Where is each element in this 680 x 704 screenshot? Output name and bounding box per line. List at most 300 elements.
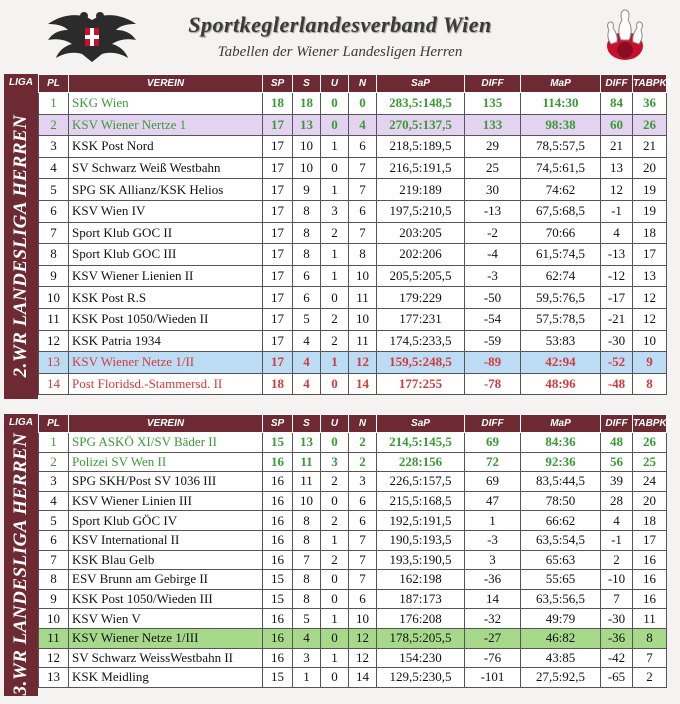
cell-tabpkt: 20 bbox=[633, 491, 667, 511]
cell-sp: 15 bbox=[263, 570, 293, 590]
col-tabpkt: TABPKT bbox=[633, 75, 667, 93]
cell-u: 2 bbox=[321, 330, 349, 352]
cell-tabpkt: 12 bbox=[633, 287, 667, 309]
cell-u: 0 bbox=[321, 433, 349, 453]
cell-diff: 69 bbox=[465, 433, 521, 453]
cell-u: 0 bbox=[321, 668, 349, 688]
cell-diff: 72 bbox=[465, 452, 521, 472]
cell-pl: 5 bbox=[39, 511, 69, 531]
cell-n: 4 bbox=[349, 114, 377, 136]
cell-club: KSV Wiener Netze 1/II bbox=[69, 352, 263, 374]
cell-tabpkt: 11 bbox=[633, 609, 667, 629]
cell-s: 4 bbox=[293, 373, 321, 395]
cell-diff: -36 bbox=[465, 570, 521, 590]
cell-sap: 214,5:145,5 bbox=[377, 433, 465, 453]
cell-sap: 218,5:189,5 bbox=[377, 136, 465, 158]
cell-u: 1 bbox=[321, 530, 349, 550]
col-sap: SaP bbox=[377, 75, 465, 93]
cell-n: 6 bbox=[349, 200, 377, 222]
cell-sap: 179:229 bbox=[377, 287, 465, 309]
table-row bbox=[39, 628, 667, 648]
cell-tabpkt: 13 bbox=[633, 265, 667, 287]
cell-u: 3 bbox=[321, 200, 349, 222]
cell-s: 7 bbox=[293, 550, 321, 570]
cell-sap: 178,5:205,5 bbox=[377, 628, 465, 648]
cell-n: 6 bbox=[349, 491, 377, 511]
table-row bbox=[39, 93, 667, 115]
cell-sp: 18 bbox=[263, 373, 293, 395]
cell-n: 6 bbox=[349, 589, 377, 609]
cell-s: 11 bbox=[293, 452, 321, 472]
cell-pl: 12 bbox=[39, 330, 69, 352]
col-n: N bbox=[349, 415, 377, 433]
table-row bbox=[39, 308, 667, 330]
cell-sap: 228:156 bbox=[377, 452, 465, 472]
cell-sp: 17 bbox=[263, 136, 293, 158]
col-diff: DIFF bbox=[465, 415, 521, 433]
cell-pl: 2 bbox=[39, 452, 69, 472]
cell-pl: 11 bbox=[39, 308, 69, 330]
table-row bbox=[39, 373, 667, 395]
cell-s: 5 bbox=[293, 308, 321, 330]
cell-pl: 5 bbox=[39, 179, 69, 201]
cell-pl: 2 bbox=[39, 114, 69, 136]
cell-diff-map: 13 bbox=[601, 157, 633, 179]
cell-u: 1 bbox=[321, 136, 349, 158]
cell-s: 4 bbox=[293, 330, 321, 352]
cell-n: 14 bbox=[349, 668, 377, 688]
cell-diff-map: -1 bbox=[601, 530, 633, 550]
cell-pl: 10 bbox=[39, 287, 69, 309]
cell-club: SPG SK Allianz/KSK Helios bbox=[69, 179, 263, 201]
cell-club: KSK Meidling bbox=[69, 668, 263, 688]
cell-sp: 16 bbox=[263, 491, 293, 511]
cell-diff: 69 bbox=[465, 472, 521, 492]
col-diff-map: DIFF bbox=[601, 415, 633, 433]
cell-pl: 1 bbox=[39, 93, 69, 115]
cell-club: KSV Wien V bbox=[69, 609, 263, 629]
table-row bbox=[39, 352, 667, 374]
table-row bbox=[39, 648, 667, 668]
col-map: MaP bbox=[521, 75, 601, 93]
cell-pl: 6 bbox=[39, 200, 69, 222]
cell-club: KSK Patria 1934 bbox=[69, 330, 263, 352]
cell-club: KSV Wiener Linien III bbox=[69, 491, 263, 511]
cell-map: 65:63 bbox=[521, 550, 601, 570]
cell-pl: 4 bbox=[39, 157, 69, 179]
bowling-pins-logo-icon bbox=[598, 6, 652, 66]
cell-u: 0 bbox=[321, 628, 349, 648]
cell-diff-map: -42 bbox=[601, 648, 633, 668]
cell-diff: -89 bbox=[465, 352, 521, 374]
cell-s: 8 bbox=[293, 244, 321, 266]
table-row bbox=[39, 157, 667, 179]
cell-s: 11 bbox=[293, 472, 321, 492]
cell-diff: 47 bbox=[465, 491, 521, 511]
cell-u: 1 bbox=[321, 609, 349, 629]
cell-sp: 17 bbox=[263, 114, 293, 136]
cell-map: 46:82 bbox=[521, 628, 601, 648]
col-sp: SP bbox=[263, 75, 293, 93]
cell-sp: 16 bbox=[263, 472, 293, 492]
cell-u: 0 bbox=[321, 287, 349, 309]
cell-diff: -13 bbox=[465, 200, 521, 222]
cell-map: 70:66 bbox=[521, 222, 601, 244]
cell-diff-map: 39 bbox=[601, 472, 633, 492]
cell-map: 67,5:68,5 bbox=[521, 200, 601, 222]
cell-sap: 205,5:205,5 bbox=[377, 265, 465, 287]
cell-club: KSV Wiener Nertze 1 bbox=[69, 114, 263, 136]
cell-map: 74,5:61,5 bbox=[521, 157, 601, 179]
cell-tabpkt: 10 bbox=[633, 330, 667, 352]
cell-n: 7 bbox=[349, 157, 377, 179]
cell-map: 48:96 bbox=[521, 373, 601, 395]
cell-s: 4 bbox=[293, 628, 321, 648]
cell-sap: 270,5:137,5 bbox=[377, 114, 465, 136]
page-title: Sportkeglerlandesverband Wien bbox=[188, 12, 492, 37]
cell-sp: 16 bbox=[263, 648, 293, 668]
cell-s: 8 bbox=[293, 570, 321, 590]
cell-u: 1 bbox=[321, 352, 349, 374]
cell-sp: 17 bbox=[263, 308, 293, 330]
cell-sp: 16 bbox=[263, 511, 293, 531]
col-diff: DIFF bbox=[465, 75, 521, 93]
cell-club: SV Schwarz Weiß Westbahn bbox=[69, 157, 263, 179]
cell-sap: 202:206 bbox=[377, 244, 465, 266]
cell-sp: 15 bbox=[263, 589, 293, 609]
cell-sap: 187:173 bbox=[377, 589, 465, 609]
cell-n: 10 bbox=[349, 265, 377, 287]
cell-pl: 13 bbox=[39, 668, 69, 688]
cell-sap: 159,5:248,5 bbox=[377, 352, 465, 374]
cell-tabpkt: 17 bbox=[633, 530, 667, 550]
table-header-row bbox=[39, 75, 667, 93]
col-map: MaP bbox=[521, 415, 601, 433]
cell-club: KSK Blau Gelb bbox=[69, 550, 263, 570]
league-2-table bbox=[38, 74, 673, 395]
cell-n: 10 bbox=[349, 609, 377, 629]
cell-tabpkt: 26 bbox=[633, 433, 667, 453]
cell-sap: 219:189 bbox=[377, 179, 465, 201]
table-row bbox=[39, 530, 667, 550]
table-row bbox=[39, 472, 667, 492]
cell-u: 2 bbox=[321, 472, 349, 492]
cell-tabpkt: 25 bbox=[633, 452, 667, 472]
league-2-name: 2.WR LANDESLIGA HERREN bbox=[10, 114, 31, 377]
cell-diff: 30 bbox=[465, 179, 521, 201]
cell-n: 2 bbox=[349, 433, 377, 453]
cell-map: 57,5:78,5 bbox=[521, 308, 601, 330]
cell-s: 3 bbox=[293, 648, 321, 668]
table-row bbox=[39, 200, 667, 222]
cell-pl: 12 bbox=[39, 648, 69, 668]
col-n: N bbox=[349, 75, 377, 93]
table-row bbox=[39, 668, 667, 688]
col-sap: SaP bbox=[377, 415, 465, 433]
cell-map: 43:85 bbox=[521, 648, 601, 668]
cell-sp: 15 bbox=[263, 668, 293, 688]
cell-s: 9 bbox=[293, 179, 321, 201]
cell-n: 12 bbox=[349, 352, 377, 374]
col-tabpkt: TABPKT bbox=[633, 415, 667, 433]
cell-s: 10 bbox=[293, 136, 321, 158]
cell-s: 8 bbox=[293, 200, 321, 222]
liga-header: LIGA bbox=[9, 77, 33, 88]
cell-club: SKG Wien bbox=[69, 93, 263, 115]
cell-tabpkt: 20 bbox=[633, 157, 667, 179]
table-row bbox=[39, 550, 667, 570]
cell-club: Sport Klub GÖC IV bbox=[69, 511, 263, 531]
cell-diff-map: 48 bbox=[601, 433, 633, 453]
cell-map: 63,5:56,5 bbox=[521, 589, 601, 609]
cell-diff: -50 bbox=[465, 287, 521, 309]
cell-n: 12 bbox=[349, 648, 377, 668]
cell-club: KSK Post 1050/Wieden II bbox=[69, 308, 263, 330]
cell-diff: -32 bbox=[465, 609, 521, 629]
cell-diff: -78 bbox=[465, 373, 521, 395]
cell-tabpkt: 19 bbox=[633, 200, 667, 222]
cell-pl: 14 bbox=[39, 373, 69, 395]
cell-n: 8 bbox=[349, 244, 377, 266]
cell-u: 2 bbox=[321, 222, 349, 244]
cell-diff-map: -65 bbox=[601, 668, 633, 688]
cell-diff-map: 21 bbox=[601, 136, 633, 158]
cell-sap: 283,5:148,5 bbox=[377, 93, 465, 115]
table-row bbox=[39, 136, 667, 158]
cell-diff: -76 bbox=[465, 648, 521, 668]
cell-map: 98:38 bbox=[521, 114, 601, 136]
cell-tabpkt: 16 bbox=[633, 550, 667, 570]
cell-pl: 3 bbox=[39, 136, 69, 158]
table-row bbox=[39, 330, 667, 352]
table-row bbox=[39, 222, 667, 244]
cell-n: 6 bbox=[349, 136, 377, 158]
cell-map: 66:62 bbox=[521, 511, 601, 531]
cell-diff: -54 bbox=[465, 308, 521, 330]
cell-club: KSV International II bbox=[69, 530, 263, 550]
cell-s: 10 bbox=[293, 491, 321, 511]
cell-tabpkt: 21 bbox=[633, 136, 667, 158]
cell-diff-map: 28 bbox=[601, 491, 633, 511]
cell-u: 1 bbox=[321, 648, 349, 668]
cell-s: 4 bbox=[293, 352, 321, 374]
table-row bbox=[39, 570, 667, 590]
cell-tabpkt: 24 bbox=[633, 472, 667, 492]
table-row bbox=[39, 179, 667, 201]
table-row bbox=[39, 287, 667, 309]
cell-diff: 14 bbox=[465, 589, 521, 609]
league-3-side-band bbox=[4, 414, 38, 696]
liga-header: LIGA bbox=[9, 417, 33, 428]
col-verein: VEREIN bbox=[69, 75, 263, 93]
cell-sp: 16 bbox=[263, 452, 293, 472]
cell-map: 74:62 bbox=[521, 179, 601, 201]
cell-diff-map: -48 bbox=[601, 373, 633, 395]
cell-u: 2 bbox=[321, 511, 349, 531]
cell-diff: -59 bbox=[465, 330, 521, 352]
cell-n: 7 bbox=[349, 570, 377, 590]
cell-sap: 154:230 bbox=[377, 648, 465, 668]
cell-u: 3 bbox=[321, 452, 349, 472]
cell-tabpkt: 36 bbox=[633, 93, 667, 115]
cell-s: 8 bbox=[293, 530, 321, 550]
page-subtitle: Tabellen der Wiener Landesligen Herren bbox=[217, 44, 463, 60]
cell-u: 1 bbox=[321, 244, 349, 266]
cell-sap: 226,5:157,5 bbox=[377, 472, 465, 492]
cell-s: 8 bbox=[293, 222, 321, 244]
cell-sp: 16 bbox=[263, 609, 293, 629]
cell-diff-map: -30 bbox=[601, 609, 633, 629]
cell-tabpkt: 17 bbox=[633, 244, 667, 266]
table-row bbox=[39, 511, 667, 531]
cell-sap: 162:198 bbox=[377, 570, 465, 590]
table-header-row bbox=[39, 415, 667, 433]
cell-club: ESV Brunn am Gebirge II bbox=[69, 570, 263, 590]
cell-pl: 8 bbox=[39, 244, 69, 266]
cell-club: Polizei SV Wen II bbox=[69, 452, 263, 472]
cell-sp: 17 bbox=[263, 244, 293, 266]
cell-s: 6 bbox=[293, 265, 321, 287]
col-s: S bbox=[293, 415, 321, 433]
cell-sp: 17 bbox=[263, 222, 293, 244]
cell-sp: 17 bbox=[263, 265, 293, 287]
cell-s: 6 bbox=[293, 287, 321, 309]
cell-n: 11 bbox=[349, 287, 377, 309]
cell-s: 5 bbox=[293, 609, 321, 629]
cell-map: 84:36 bbox=[521, 433, 601, 453]
cell-club: Post Floridsd.-Stammersd. II bbox=[69, 373, 263, 395]
cell-map: 61,5:74,5 bbox=[521, 244, 601, 266]
cell-diff: 3 bbox=[465, 550, 521, 570]
cell-sp: 17 bbox=[263, 287, 293, 309]
table-row bbox=[39, 609, 667, 629]
cell-diff: 25 bbox=[465, 157, 521, 179]
cell-sp: 16 bbox=[263, 550, 293, 570]
cell-club: SV Schwarz WeissWestbahn II bbox=[69, 648, 263, 668]
cell-tabpkt: 19 bbox=[633, 179, 667, 201]
cell-pl: 8 bbox=[39, 570, 69, 590]
cell-s: 8 bbox=[293, 589, 321, 609]
cell-club: KSV Wiener Netze 1/III bbox=[69, 628, 263, 648]
cell-sp: 16 bbox=[263, 530, 293, 550]
cell-sp: 18 bbox=[263, 93, 293, 115]
cell-pl: 11 bbox=[39, 628, 69, 648]
cell-tabpkt: 16 bbox=[633, 570, 667, 590]
col-s: S bbox=[293, 75, 321, 93]
cell-diff-map: 7 bbox=[601, 589, 633, 609]
cell-n: 10 bbox=[349, 308, 377, 330]
cell-u: 1 bbox=[321, 265, 349, 287]
cell-diff: 133 bbox=[465, 114, 521, 136]
cell-map: 78:50 bbox=[521, 491, 601, 511]
table-row bbox=[39, 244, 667, 266]
col-sp: SP bbox=[263, 415, 293, 433]
cell-diff-map: 56 bbox=[601, 452, 633, 472]
cell-s: 18 bbox=[293, 93, 321, 115]
cell-tabpkt: 8 bbox=[633, 628, 667, 648]
cell-diff-map: -12 bbox=[601, 265, 633, 287]
cell-s: 8 bbox=[293, 511, 321, 531]
league-2-side-band bbox=[4, 74, 38, 399]
cell-map: 62:74 bbox=[521, 265, 601, 287]
col-verein: VEREIN bbox=[69, 415, 263, 433]
cell-diff: -3 bbox=[465, 265, 521, 287]
cell-map: 114:30 bbox=[521, 93, 601, 115]
cell-sap: 177:231 bbox=[377, 308, 465, 330]
cell-sp: 17 bbox=[263, 352, 293, 374]
cell-u: 0 bbox=[321, 491, 349, 511]
cell-n: 7 bbox=[349, 530, 377, 550]
cell-map: 49:79 bbox=[521, 609, 601, 629]
cell-sap: 176:208 bbox=[377, 609, 465, 629]
cell-tabpkt: 8 bbox=[633, 373, 667, 395]
cell-sap: 190,5:193,5 bbox=[377, 530, 465, 550]
cell-diff-map: -13 bbox=[601, 244, 633, 266]
cell-sap: 129,5:230,5 bbox=[377, 668, 465, 688]
cell-sp: 16 bbox=[263, 628, 293, 648]
page-header bbox=[0, 0, 680, 72]
cell-map: 92:36 bbox=[521, 452, 601, 472]
cell-club: Sport Klub GOC III bbox=[69, 244, 263, 266]
cell-tabpkt: 12 bbox=[633, 308, 667, 330]
cell-diff-map: 84 bbox=[601, 93, 633, 115]
cell-map: 63,5:54,5 bbox=[521, 530, 601, 550]
cell-tabpkt: 26 bbox=[633, 114, 667, 136]
table-row bbox=[39, 114, 667, 136]
table-row bbox=[39, 265, 667, 287]
cell-map: 55:65 bbox=[521, 570, 601, 590]
cell-n: 12 bbox=[349, 628, 377, 648]
cell-tabpkt: 16 bbox=[633, 589, 667, 609]
cell-u: 0 bbox=[321, 373, 349, 395]
cell-sap: 215,5:168,5 bbox=[377, 491, 465, 511]
cell-pl: 7 bbox=[39, 222, 69, 244]
cell-tabpkt: 9 bbox=[633, 352, 667, 374]
cell-club: KSK Post 1050/Wieden III bbox=[69, 589, 263, 609]
cell-u: 2 bbox=[321, 308, 349, 330]
cell-pl: 9 bbox=[39, 265, 69, 287]
cell-sap: 197,5:210,5 bbox=[377, 200, 465, 222]
cell-pl: 7 bbox=[39, 550, 69, 570]
cell-pl: 3 bbox=[39, 472, 69, 492]
cell-diff-map: -36 bbox=[601, 628, 633, 648]
cell-club: KSV Wiener Lienien II bbox=[69, 265, 263, 287]
cell-u: 0 bbox=[321, 589, 349, 609]
cell-diff-map: 4 bbox=[601, 511, 633, 531]
cell-pl: 1 bbox=[39, 433, 69, 453]
league-3-name: 3.WR LANDESLIGA HERREN bbox=[10, 432, 31, 696]
cell-diff-map: -21 bbox=[601, 308, 633, 330]
cell-club: SPG ASKÖ XI/SV Bäder II bbox=[69, 433, 263, 453]
cell-u: 0 bbox=[321, 93, 349, 115]
cell-n: 3 bbox=[349, 472, 377, 492]
cell-diff-map: -52 bbox=[601, 352, 633, 374]
cell-sp: 17 bbox=[263, 200, 293, 222]
col-pl: PL bbox=[39, 415, 69, 433]
cell-diff-map: -30 bbox=[601, 330, 633, 352]
col-diff-map: DIFF bbox=[601, 75, 633, 93]
cell-map: 27,5:92,5 bbox=[521, 668, 601, 688]
cell-map: 53:83 bbox=[521, 330, 601, 352]
cell-diff-map: 60 bbox=[601, 114, 633, 136]
cell-sap: 174,5:233,5 bbox=[377, 330, 465, 352]
cell-n: 14 bbox=[349, 373, 377, 395]
cell-sap: 192,5:191,5 bbox=[377, 511, 465, 531]
cell-sap: 177:255 bbox=[377, 373, 465, 395]
cell-diff: -101 bbox=[465, 668, 521, 688]
cell-diff: 1 bbox=[465, 511, 521, 531]
cell-diff: 29 bbox=[465, 136, 521, 158]
